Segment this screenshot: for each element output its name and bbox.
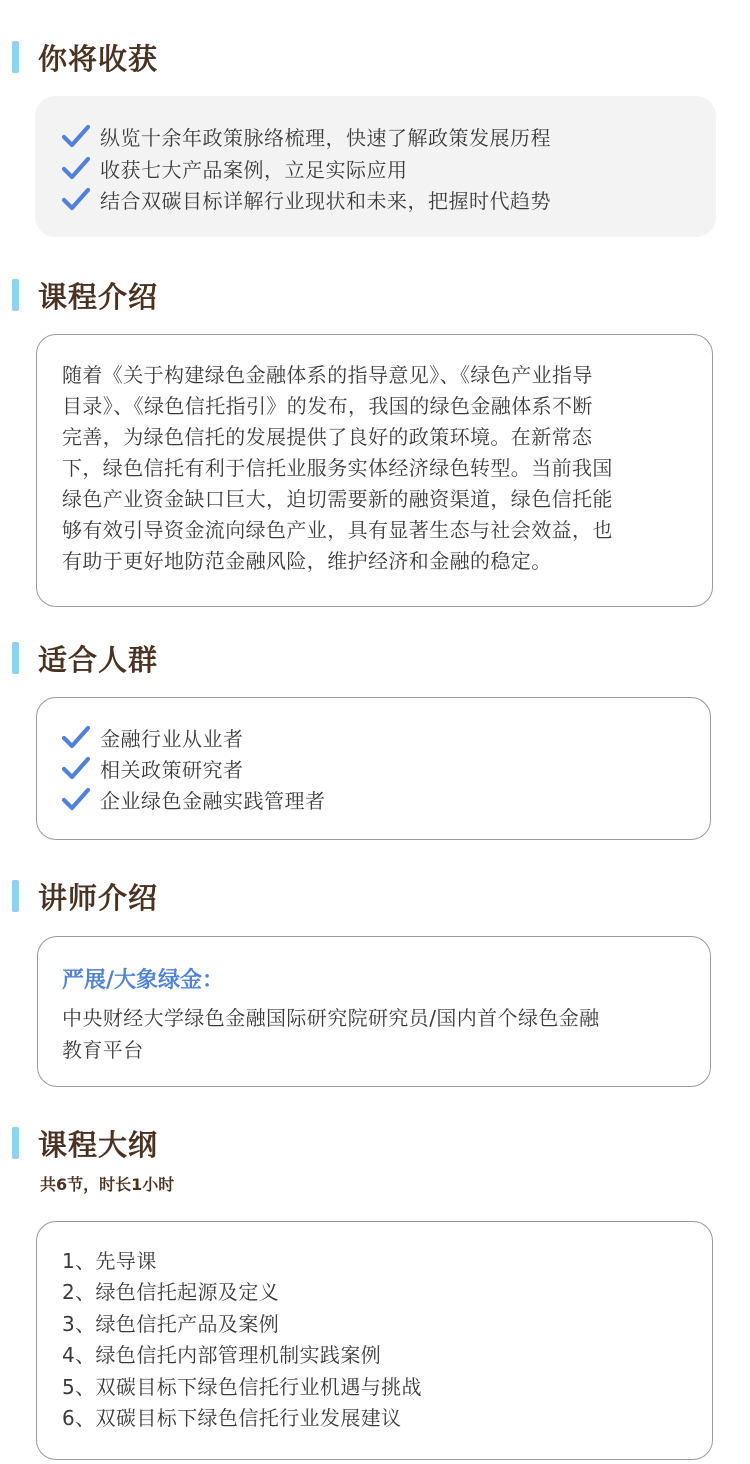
section-title-intro: 课程介绍 xyxy=(38,279,159,314)
outline-item: 3、绿色信托产品及案例 xyxy=(62,1312,280,1336)
gains-item xyxy=(62,120,551,152)
check-icon xyxy=(62,756,90,780)
outline-item: 6、双碳目标下绿色信托行业发展建议 xyxy=(62,1406,402,1430)
intro-text-line: 目录》、《绿色信托指引》的发布，我国的绿色金融体系不断 xyxy=(62,394,593,418)
teacher-name: 严展/大象绿金： xyxy=(62,968,225,993)
section-header-audience xyxy=(0,638,300,678)
intro-text-line: 完善，为绿色信托的发展提供了良好的政策环境。在新常态 xyxy=(62,425,593,449)
section-title-teacher: 讲师介绍 xyxy=(38,880,159,915)
section-header-teacher xyxy=(0,876,300,916)
gains-item-text: 收获七大产品案例，立足实际应用 xyxy=(100,157,408,182)
accent-bar xyxy=(12,642,19,674)
check-icon xyxy=(62,124,90,148)
section-title-outline: 课程大纲 xyxy=(38,1127,159,1162)
gains-item-text: 结合双碳目标详解行业现状和未来，把握时代趋势 xyxy=(100,188,551,213)
check-icon xyxy=(62,725,90,749)
outline-summary: 共6节，时长1小时 xyxy=(40,1175,175,1194)
gains-item-text: 纵览十余年政策脉络梳理，快速了解政策发展历程 xyxy=(100,125,551,150)
outline-item: 1、先导课 xyxy=(62,1249,157,1273)
check-icon xyxy=(62,187,90,211)
section-title-gains: 你将收获 xyxy=(38,41,159,76)
accent-bar xyxy=(12,41,19,73)
intro-text-line: 够有效引导资金流向绿色产业，具有显著生态与社会效益，也 xyxy=(62,518,613,542)
intro-text-line: 下，绿色信托有利于信托业服务实体经济绿色转型。当前我国 xyxy=(62,456,613,480)
section-header-intro xyxy=(0,275,300,315)
outline-item: 2、绿色信托起源及定义 xyxy=(62,1280,280,1304)
outline-item: 4、绿色信托内部管理机制实践案例 xyxy=(62,1343,382,1367)
section-header-gains xyxy=(0,37,300,77)
section-title-audience: 适合人群 xyxy=(38,642,159,677)
audience-item-text: 金融行业从业者 xyxy=(100,726,244,751)
gains-item xyxy=(62,152,408,184)
accent-bar xyxy=(12,279,19,311)
teacher-bio-line: 中央财经大学绿色金融国际研究院研究员/国内首个绿色金融 xyxy=(62,1006,600,1030)
audience-item xyxy=(62,752,244,784)
intro-text-line: 有助于更好地防范金融风险，维护经济和金融的稳定。 xyxy=(62,549,552,573)
check-icon xyxy=(62,787,90,811)
outline-item: 5、双碳目标下绿色信托行业机遇与挑战 xyxy=(62,1375,422,1399)
audience-item-text: 企业绿色金融实践管理者 xyxy=(100,788,326,813)
intro-text-line: 绿色产业资金缺口巨大，迫切需要新的融资渠道，绿色信托能 xyxy=(62,487,613,511)
audience-item xyxy=(62,721,244,753)
intro-text-line: 随着《关于构建绿色金融体系的指导意见》、《绿色产业指导 xyxy=(62,363,593,387)
accent-bar xyxy=(12,1127,19,1159)
gains-item xyxy=(62,183,551,215)
audience-item-text: 相关政策研究者 xyxy=(100,757,244,782)
accent-bar xyxy=(12,880,19,912)
teacher-bio-line: 教育平台 xyxy=(62,1038,144,1062)
section-header-outline xyxy=(0,1123,300,1163)
audience-item xyxy=(62,783,326,815)
check-icon xyxy=(62,156,90,180)
